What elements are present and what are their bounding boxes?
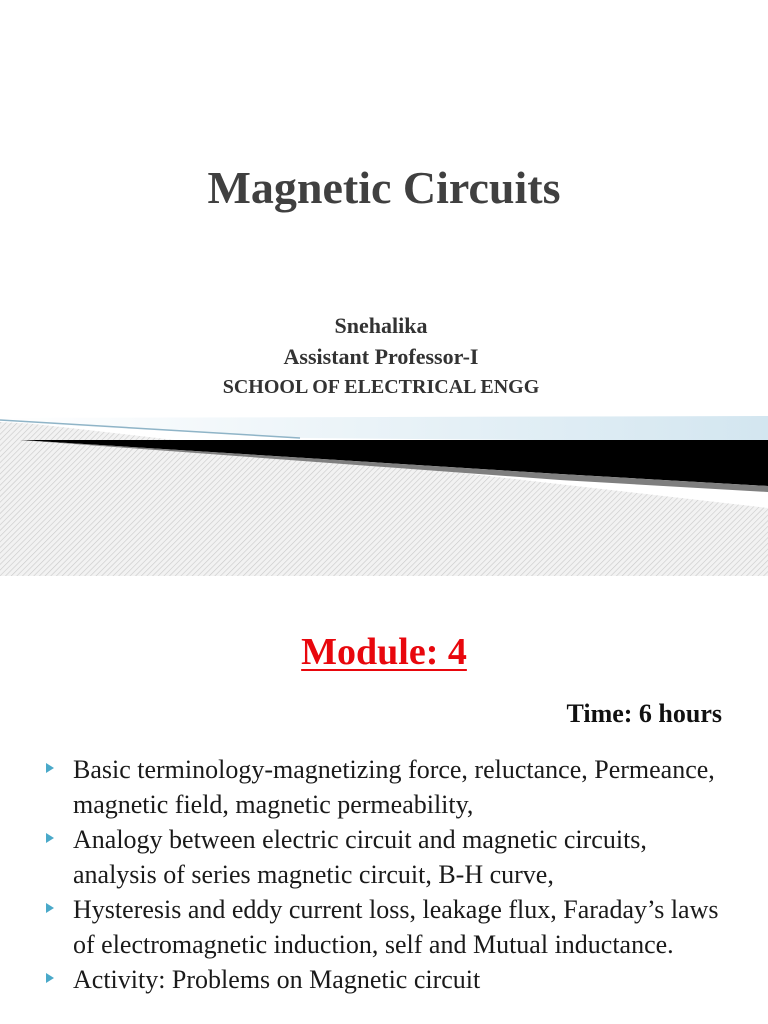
list-item-text: Analogy between electric circuit and magnetic circuits, analysis of series magnetic circuit, B-H curve, (73, 825, 647, 889)
author-block (0, 310, 762, 403)
content-slide (0, 576, 768, 1024)
triangle-bullet-icon (46, 833, 54, 843)
slide-title: Magnetic Circuits (207, 162, 561, 213)
list-item (44, 892, 734, 962)
triangle-bullet-icon (46, 763, 54, 773)
list-item (44, 962, 734, 997)
decorative-wave-band (0, 400, 768, 576)
triangle-bullet-icon (46, 903, 54, 913)
author-school: SCHOOL OF ELECTRICAL ENGG (222, 376, 540, 398)
list-item-text: Basic terminology-magnetizing force, reluctance, Permeance, magnetic field, magnetic permeability, (73, 755, 715, 819)
topics-list (44, 752, 734, 997)
list-item-text: Activity: Problems on Magnetic circuit (73, 965, 481, 994)
author-role: Assistant Professor-I (283, 344, 479, 369)
list-item-text: Hysteresis and eddy current loss, leakage flux, Faraday’s laws of electromagnetic induction, self and Mutual inductance. (73, 895, 719, 959)
triangle-bullet-icon (46, 973, 54, 983)
time-label: Time: 6 hours (566, 699, 722, 728)
list-item (44, 822, 734, 892)
author-name: Snehalika (334, 313, 428, 338)
list-item (44, 752, 734, 822)
module-title: Module: 4 (301, 631, 467, 673)
